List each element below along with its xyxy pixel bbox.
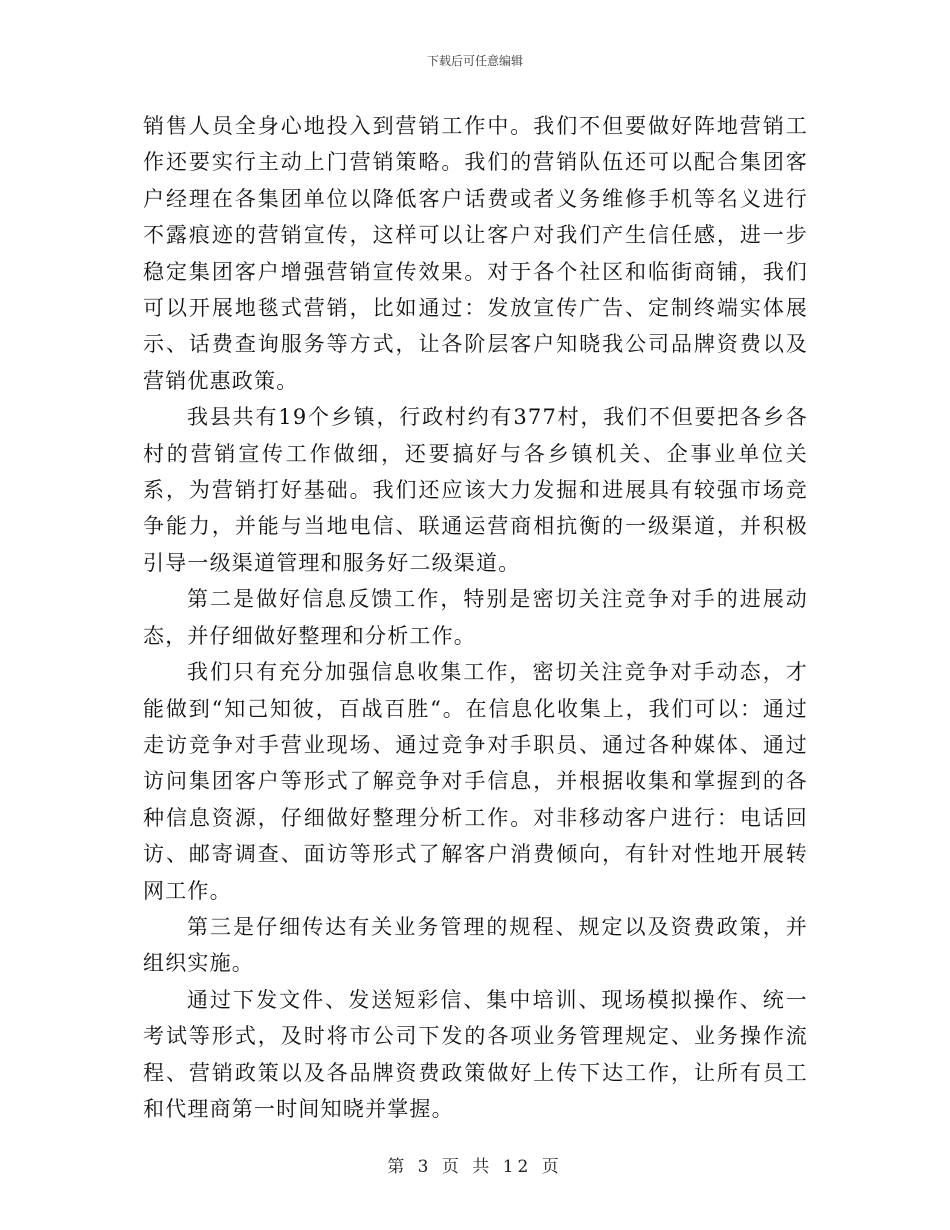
paragraph-2: 我县共有19个乡镇，行政村约有377村，我们不但要把各乡各村的营销宣传工作做细，还要搞好与各乡镇机关、企事业单位关系，为营销打好基础。我们还应该大力发掘和进展具有较强市场竞争能力，并能与当地电信、联通运营商相抗衡的一级渠道，并积极引导一级渠道管理和服务好二级渠道。 bbox=[143, 405, 808, 575]
paragraph-6: 通过下发文件、发送短彩信、集中培训、现场模拟操作、统一考试等形式，及时将市公司下发的各项业务管理规定、业务操作流程、营销政策以及各品牌资费政策做好上传下达工作，让所有员工和代理商第一时间知晓并掌握。 bbox=[143, 987, 808, 1121]
paragraph-5: 第三是仔细传达有关业务管理的规程、规定以及资费政策，并组织实施。 bbox=[143, 914, 808, 976]
paragraph-1: 销售人员全身心地投入到营销工作中。我们不但要做好阵地营销工作还要实行主动上门营销策略。我们的营销队伍还可以配合集团客户经理在各集团单位以降低客户话费或者义务维修手机等名义进行不露痕迹的营销宣传，这样可以让客户对我们产生信任感，进一步稳定集团客户增强营销宣传效果。对于各个社区和临街商铺，我们可以开展地毯式营销，比如通过：发放宣传广告、定制终端实体展示、话费查询服务等方式，让各阶层客户知晓我公司品牌资费以及营销优惠政策。 bbox=[143, 114, 808, 393]
paragraph-3: 第二是做好信息反馈工作，特别是密切关注竞争对手的进展动态，并仔细做好整理和分析工作。 bbox=[143, 587, 808, 648]
page-number: 第 3 页 共 12 页 bbox=[387, 1157, 563, 1177]
document-body bbox=[143, 108, 808, 1127]
paragraph-4: 我们只有充分加强信息收集工作，密切关注竞争对手动态，才能做到“知己知彼，百战百胜“。在信息化收集上，我们可以：通过走访竞争对手营业现场、通过竞争对手职员、通过各种媒体、通过访问集团客户等形式了解竞争对手信息，并根据收集和掌握到的各种信息资源，仔细做好整理分析工作。对非移动客户进行：电话回访、邮寄调查、面访等形式了解客户消费倾向，有针对性地开展转网工作。 bbox=[143, 660, 808, 903]
page-header: 下载后可任意编辑 bbox=[426, 54, 523, 68]
